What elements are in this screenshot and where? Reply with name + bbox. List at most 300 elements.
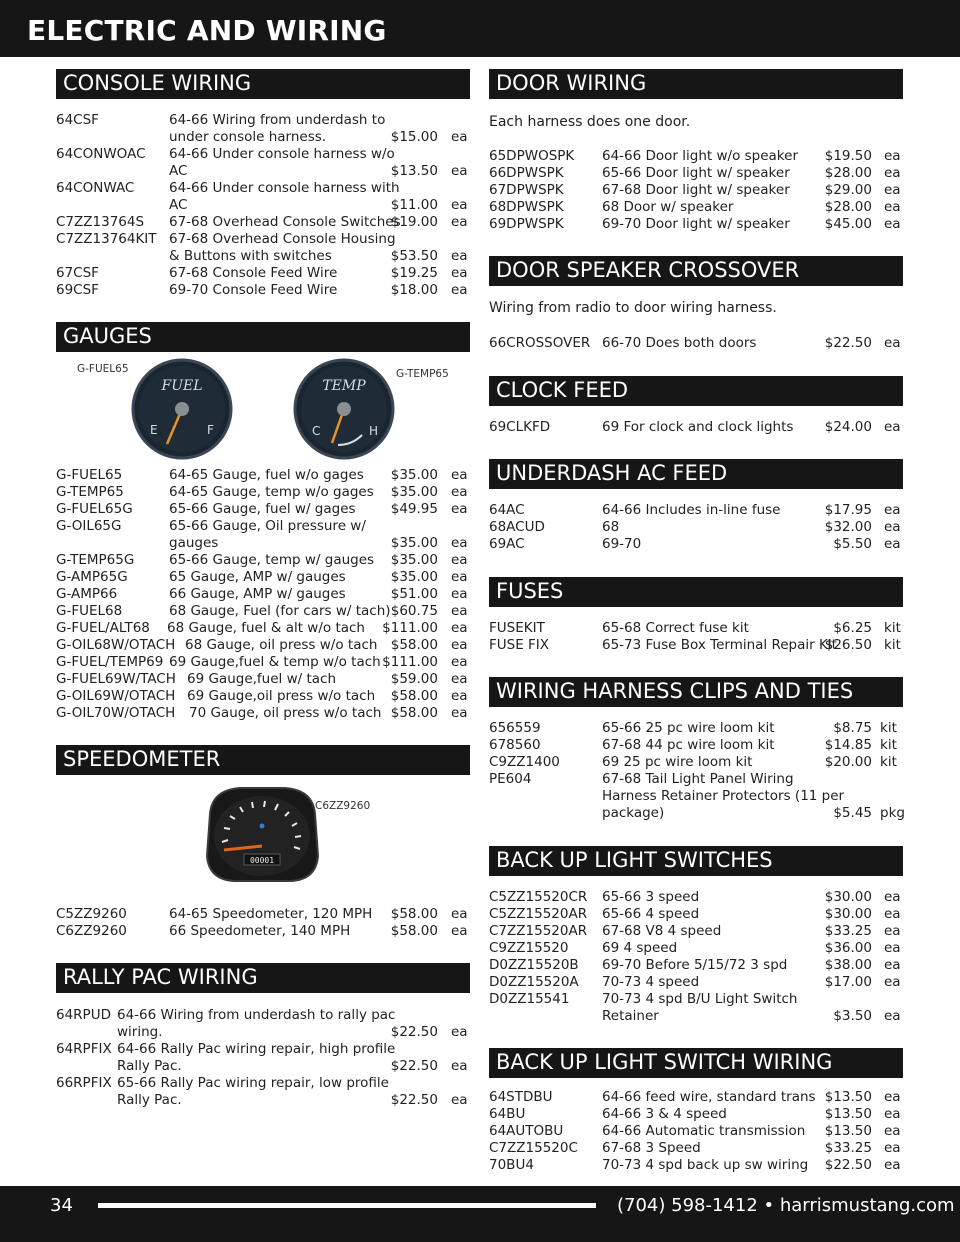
product-row <box>489 502 909 519</box>
part-description: 64-66 3 & 4 speed <box>602 1106 727 1122</box>
price: $33.25 <box>824 1140 872 1156</box>
price: $36.00 <box>824 940 872 956</box>
product-row <box>489 620 909 637</box>
part-number: 64CONWAC <box>56 180 135 196</box>
unit: ea <box>451 214 468 230</box>
product-row <box>489 1157 909 1174</box>
unit: ea <box>884 199 901 215</box>
product-row <box>489 335 909 352</box>
part-description: 70-73 4 speed <box>602 974 700 990</box>
section-title: DOOR SPEAKER CROSSOVER <box>496 258 800 282</box>
product-row <box>56 569 476 586</box>
product-row <box>56 484 476 501</box>
unit: ea <box>884 1008 901 1024</box>
product-row <box>489 771 909 822</box>
part-number: 69CLKFD <box>489 419 551 435</box>
section-header-door-speaker-crossover <box>489 256 903 286</box>
unit: ea <box>884 1157 901 1173</box>
price: $35.00 <box>390 569 438 585</box>
unit: ea <box>451 671 468 687</box>
unit: kit <box>880 754 897 770</box>
part-description: 68 Door w/ speaker <box>602 199 734 215</box>
price: $59.00 <box>390 671 438 687</box>
part-number: PE604 <box>489 771 532 787</box>
price: $19.00 <box>390 214 438 230</box>
part-number: 67CSF <box>56 265 99 281</box>
product-row <box>489 216 909 233</box>
part-number: C7ZZ15520AR <box>489 923 588 939</box>
part-description: 66-70 Does both doors <box>602 335 757 351</box>
price: $17.95 <box>824 502 872 518</box>
product-row <box>56 180 476 214</box>
unit: ea <box>884 1123 901 1139</box>
unit: ea <box>884 1106 901 1122</box>
product-row <box>56 518 476 552</box>
product-row <box>489 637 909 654</box>
part-description: Rally Pac. <box>117 1092 182 1108</box>
part-number: C6ZZ9260 <box>56 923 127 939</box>
part-number: 656559 <box>489 720 541 736</box>
price: $53.50 <box>390 248 438 264</box>
price: $58.00 <box>390 637 438 653</box>
unit: pkg <box>880 805 905 821</box>
part-number: 70BU4 <box>489 1157 534 1173</box>
gauge-caption-temp: G-TEMP65 <box>396 368 449 380</box>
part-number: 69CSF <box>56 282 99 298</box>
part-number: G-FUEL/ALT68 <box>56 620 150 636</box>
part-number: G-FUEL/TEMP69 <box>56 654 164 670</box>
part-description: 65-66 3 speed <box>602 889 700 905</box>
part-description: Rally Pac. <box>117 1058 182 1074</box>
part-number: 64AC <box>489 502 525 518</box>
unit: ea <box>884 182 901 198</box>
unit: ea <box>451 535 468 551</box>
section-title: BACK UP LIGHT SWITCHES <box>496 848 773 872</box>
section-header-gauges <box>56 322 470 352</box>
part-description: under console harness. <box>169 129 327 145</box>
part-description: 64-66 feed wire, standard trans <box>602 1089 816 1105</box>
part-number: 66DPWSPK <box>489 165 564 181</box>
product-row <box>489 1123 909 1140</box>
part-number: D0ZZ15520A <box>489 974 579 990</box>
price: $13.50 <box>390 163 438 179</box>
price: $111.00 <box>382 620 438 636</box>
product-row <box>489 889 909 906</box>
unit: ea <box>451 906 468 922</box>
price: $19.25 <box>390 265 438 281</box>
part-number: G-AMP66 <box>56 586 118 602</box>
product-row <box>56 231 476 265</box>
part-number: 66RPFIX <box>56 1075 112 1091</box>
part-number: C5ZZ15520AR <box>489 906 588 922</box>
product-row <box>56 501 476 518</box>
part-description: 65-66 Gauge, Oil pressure w/ <box>169 518 366 534</box>
price: $29.00 <box>824 182 872 198</box>
part-number: G-TEMP65G <box>56 552 135 568</box>
page-header <box>0 0 960 57</box>
part-description: 64-66 Under console harness with <box>169 180 400 196</box>
section-header-fuses <box>489 577 903 607</box>
part-description: 68 Gauge, oil press w/o tach <box>185 637 378 653</box>
section-title: CONSOLE WIRING <box>63 71 252 95</box>
part-description: 67-68 44 pc wire loom kit <box>602 737 775 753</box>
product-row <box>56 705 476 722</box>
price: $28.00 <box>824 165 872 181</box>
price: $35.00 <box>390 552 438 568</box>
product-row <box>56 214 476 231</box>
product-row <box>489 148 909 165</box>
unit: ea <box>884 216 901 232</box>
part-number: 678560 <box>489 737 541 753</box>
price: $5.50 <box>833 536 872 552</box>
unit: ea <box>451 705 468 721</box>
footer-divider <box>98 1203 596 1208</box>
part-description: 64-66 Door light w/o speaker <box>602 148 799 164</box>
unit: ea <box>884 957 901 973</box>
part-number: G-OIL70W/OTACH <box>56 705 176 721</box>
part-number: FUSE FIX <box>489 637 550 653</box>
part-description: 64-65 Gauge, fuel w/o gages <box>169 467 364 483</box>
section-title: UNDERDASH AC FEED <box>496 461 728 485</box>
unit: ea <box>451 484 468 500</box>
product-row <box>489 419 909 436</box>
price: $111.00 <box>382 654 438 670</box>
price: $3.50 <box>833 1008 872 1024</box>
price: $30.00 <box>824 906 872 922</box>
unit: ea <box>884 974 901 990</box>
part-description: gauges <box>169 535 219 551</box>
section-header-back-up-light-switch-wiring <box>489 1048 903 1078</box>
part-number: 64CONWOAC <box>56 146 146 162</box>
product-row <box>489 519 909 536</box>
section-title: DOOR WIRING <box>496 71 647 95</box>
unit: ea <box>451 467 468 483</box>
price: $35.00 <box>390 484 438 500</box>
price: $22.50 <box>390 1092 438 1108</box>
part-number: D0ZZ15541 <box>489 991 570 1007</box>
price: $28.00 <box>824 199 872 215</box>
part-description: 69-70 Before 5/15/72 3 spd <box>602 957 788 973</box>
part-number: FUSEKIT <box>489 620 545 636</box>
product-row <box>489 1089 909 1106</box>
unit: ea <box>884 519 901 535</box>
unit: ea <box>884 148 901 164</box>
unit: ea <box>451 501 468 517</box>
unit: ea <box>884 940 901 956</box>
price: $30.00 <box>824 889 872 905</box>
unit: ea <box>884 165 901 181</box>
price: $22.50 <box>390 1024 438 1040</box>
speedometer-indicator-light <box>260 824 265 829</box>
price: $17.00 <box>824 974 872 990</box>
part-description: 69 Gauge,fuel & temp w/o tach <box>169 654 381 670</box>
price: $13.50 <box>824 1089 872 1105</box>
unit: ea <box>884 1089 901 1105</box>
price: $60.75 <box>390 603 438 619</box>
part-description: 70-73 4 spd B/U Light Switch <box>602 991 798 1007</box>
unit: ea <box>451 1092 468 1108</box>
price: $58.00 <box>390 923 438 939</box>
part-description: 69 For clock and clock lights <box>602 419 794 435</box>
part-description: 69 25 pc wire loom kit <box>602 754 753 770</box>
contact-info: (704) 598-1412 • harrismustang.com <box>617 1195 955 1216</box>
product-row <box>489 906 909 923</box>
unit: ea <box>451 197 468 213</box>
section-title: CLOCK FEED <box>496 378 629 402</box>
section-header-clock-feed <box>489 376 903 406</box>
part-description: 64-66 Under console harness w/o <box>169 146 395 162</box>
product-row <box>489 923 909 940</box>
part-description: 67-68 Tail Light Panel Wiring <box>602 771 794 787</box>
part-description: 67-68 3 Speed <box>602 1140 701 1156</box>
unit: kit <box>884 620 901 636</box>
product-row <box>489 199 909 216</box>
price: $58.00 <box>390 705 438 721</box>
part-number: C7ZZ15520C <box>489 1140 578 1156</box>
part-number: 68DPWSPK <box>489 199 564 215</box>
unit: ea <box>451 282 468 298</box>
page-number: 34 <box>50 1195 73 1216</box>
product-row <box>56 146 476 180</box>
product-row <box>489 754 909 771</box>
part-description: 67-68 Door light w/ speaker <box>602 182 790 198</box>
part-number: 67DPWSPK <box>489 182 564 198</box>
part-number: 69DPWSPK <box>489 216 564 232</box>
product-row <box>56 586 476 603</box>
price: $35.00 <box>390 467 438 483</box>
part-number: 66CROSSOVER <box>489 335 591 351</box>
part-number: C7ZZ13764S <box>56 214 145 230</box>
part-number: G-FUEL65 <box>56 467 123 483</box>
price: $51.00 <box>390 586 438 602</box>
product-row <box>56 688 476 705</box>
price: $20.00 <box>824 754 872 770</box>
product-row <box>489 940 909 957</box>
product-row <box>56 637 476 654</box>
part-description: 64-66 Includes in-line fuse <box>602 502 781 518</box>
product-row <box>56 265 476 282</box>
product-row <box>56 282 476 299</box>
section-title: BACK UP LIGHT SWITCH WIRING <box>496 1050 833 1074</box>
price: $22.50 <box>824 1157 872 1173</box>
part-description: 66 Gauge, AMP w/ gauges <box>169 586 346 602</box>
unit: kit <box>880 737 897 753</box>
part-description: 70 Gauge, oil press w/o tach <box>189 705 382 721</box>
part-description: 65-66 25 pc wire loom kit <box>602 720 775 736</box>
temp-hot-mark: H <box>369 424 379 438</box>
unit: ea <box>451 586 468 602</box>
product-row <box>489 182 909 199</box>
fuel-dial-label: FUEL <box>161 378 203 394</box>
product-row <box>56 552 476 569</box>
unit: ea <box>884 419 901 435</box>
product-row <box>56 112 476 146</box>
part-description: 68 Gauge, Fuel (for cars w/ tach) <box>169 603 391 619</box>
unit: ea <box>451 163 468 179</box>
part-number: C5ZZ9260 <box>56 906 127 922</box>
temp-cold-mark: C <box>312 424 321 438</box>
price: $35.00 <box>390 535 438 551</box>
unit: kit <box>880 720 897 736</box>
price: $11.00 <box>390 197 438 213</box>
product-row <box>56 1075 476 1109</box>
part-description: 64-65 Gauge, temp w/o gages <box>169 484 374 500</box>
unit: ea <box>884 889 901 905</box>
product-row <box>56 603 476 620</box>
product-row <box>56 654 476 671</box>
section-header-wiring-harness-clips <box>489 677 903 707</box>
fuel-gauge-image <box>130 355 234 461</box>
part-description: 65-66 Gauge, fuel w/ gages <box>169 501 356 517</box>
section-title: RALLY PAC WIRING <box>63 965 258 989</box>
part-number: G-AMP65G <box>56 569 128 585</box>
part-description: 65-73 Fuse Box Terminal Repair Kit <box>602 637 837 653</box>
price: $14.85 <box>824 737 872 753</box>
gauge-caption-fuel: G-FUEL65 <box>77 363 129 375</box>
part-description: 64-66 Rally Pac wiring repair, high profile <box>117 1041 396 1057</box>
unit: ea <box>884 1140 901 1156</box>
part-number: C9ZZ15520 <box>489 940 569 956</box>
section-header-underdash-ac-feed <box>489 459 903 489</box>
unit: ea <box>451 1058 468 1074</box>
product-row <box>56 1041 476 1075</box>
door-wiring-note: Each harness does one door. <box>489 114 691 130</box>
part-number: G-FUEL68 <box>56 603 123 619</box>
part-number: C5ZZ15520CR <box>489 889 588 905</box>
unit: ea <box>451 637 468 653</box>
fuel-needle-hub <box>175 402 189 416</box>
price: $13.50 <box>824 1106 872 1122</box>
unit: ea <box>451 248 468 264</box>
part-description: AC <box>169 163 188 179</box>
part-description: 69 Gauge,fuel w/ tach <box>187 671 337 687</box>
part-description: 70-73 4 spd back up sw wiring <box>602 1157 809 1173</box>
price: $24.00 <box>824 419 872 435</box>
part-number: G-OIL68W/OTACH <box>56 637 176 653</box>
section-header-back-up-light-switches <box>489 846 903 876</box>
section-title: GAUGES <box>63 324 152 348</box>
price: $45.00 <box>824 216 872 232</box>
price: $32.00 <box>824 519 872 535</box>
price: $22.50 <box>390 1058 438 1074</box>
product-row <box>489 957 909 974</box>
part-number: C9ZZ1400 <box>489 754 560 770</box>
unit: ea <box>451 569 468 585</box>
part-description: 69 4 speed <box>602 940 678 956</box>
part-description: 65-66 Gauge, temp w/ gauges <box>169 552 375 568</box>
product-row <box>489 737 909 754</box>
price: $15.00 <box>390 129 438 145</box>
product-row <box>489 991 909 1025</box>
part-number: D0ZZ15520B <box>489 957 579 973</box>
unit: ea <box>451 603 468 619</box>
price: $13.50 <box>824 1123 872 1139</box>
price: $5.45 <box>833 805 872 821</box>
part-description: 68 <box>602 519 620 535</box>
page-title: ELECTRIC AND WIRING <box>27 14 387 47</box>
speedometer-image <box>200 784 325 884</box>
part-description: 69-70 Door light w/ speaker <box>602 216 790 232</box>
product-row <box>56 906 476 923</box>
section-header-rally-pac-wiring <box>56 963 470 993</box>
part-number: 64STDBU <box>489 1089 553 1105</box>
part-description: 65-66 Rally Pac wiring repair, low profile <box>117 1075 389 1091</box>
part-number: 64AUTOBU <box>489 1123 564 1139</box>
part-description: wiring. <box>117 1024 163 1040</box>
section-header-console-wiring <box>56 69 470 99</box>
part-number: G-FUEL65G <box>56 501 133 517</box>
unit: ea <box>884 335 901 351</box>
unit: ea <box>884 536 901 552</box>
unit: ea <box>451 923 468 939</box>
part-description: 64-66 Wiring from underdash to <box>169 112 386 128</box>
part-description: Retainer <box>602 1008 659 1024</box>
section-header-door-wiring <box>489 69 903 99</box>
price: $18.00 <box>390 282 438 298</box>
part-description: 69 Gauge,oil press w/o tach <box>187 688 376 704</box>
part-description: 67-68 Overhead Console Housing <box>169 231 396 247</box>
section-title: WIRING HARNESS CLIPS AND TIES <box>496 679 854 703</box>
part-description: 65 Gauge, AMP w/ gauges <box>169 569 346 585</box>
part-number: 69AC <box>489 536 525 552</box>
product-row <box>56 671 476 688</box>
temp-needle-hub <box>337 402 351 416</box>
part-description: 65-66 4 speed <box>602 906 700 922</box>
price: $22.50 <box>824 335 872 351</box>
unit: ea <box>884 502 901 518</box>
unit: ea <box>884 906 901 922</box>
product-row <box>56 923 476 940</box>
part-number: C7ZZ13764KIT <box>56 231 157 247</box>
part-number: 68ACUD <box>489 519 545 535</box>
part-description: 64-66 Wiring from underdash to rally pac <box>117 1007 396 1023</box>
product-row <box>489 974 909 991</box>
page-footer <box>0 1186 960 1242</box>
price: $19.50 <box>824 148 872 164</box>
part-number: 64CSF <box>56 112 99 128</box>
product-row <box>489 720 909 737</box>
speedometer-caption: C6ZZ9260 <box>315 800 371 812</box>
part-number: G-OIL69W/OTACH <box>56 688 176 704</box>
part-description: 67-68 Console Feed Wire <box>169 265 338 281</box>
product-row <box>489 165 909 182</box>
part-description: & Buttons with switches <box>169 248 332 264</box>
part-description: 64-66 Automatic transmission <box>602 1123 806 1139</box>
price: $8.75 <box>833 720 872 736</box>
section-header-speedometer <box>56 745 470 775</box>
fuel-full-mark: F <box>207 423 214 437</box>
part-description: 65-66 Door light w/ speaker <box>602 165 790 181</box>
unit: ea <box>884 923 901 939</box>
part-description: 68 Gauge, fuel & alt w/o tach <box>167 620 365 636</box>
price: $49.95 <box>390 501 438 517</box>
unit: ea <box>451 1024 468 1040</box>
unit: ea <box>451 129 468 145</box>
section-title: SPEEDOMETER <box>63 747 221 771</box>
part-number: 64RPFIX <box>56 1041 112 1057</box>
fuel-empty-mark: E <box>150 423 158 437</box>
price: $58.00 <box>390 688 438 704</box>
part-number: G-OIL65G <box>56 518 122 534</box>
part-description: package) <box>602 805 665 821</box>
part-description: 69-70 Console Feed Wire <box>169 282 338 298</box>
product-row <box>56 467 476 484</box>
section-title: FUSES <box>496 579 564 603</box>
product-row <box>56 1007 476 1041</box>
part-number: 64BU <box>489 1106 526 1122</box>
product-row <box>56 620 476 637</box>
product-row <box>489 1106 909 1123</box>
